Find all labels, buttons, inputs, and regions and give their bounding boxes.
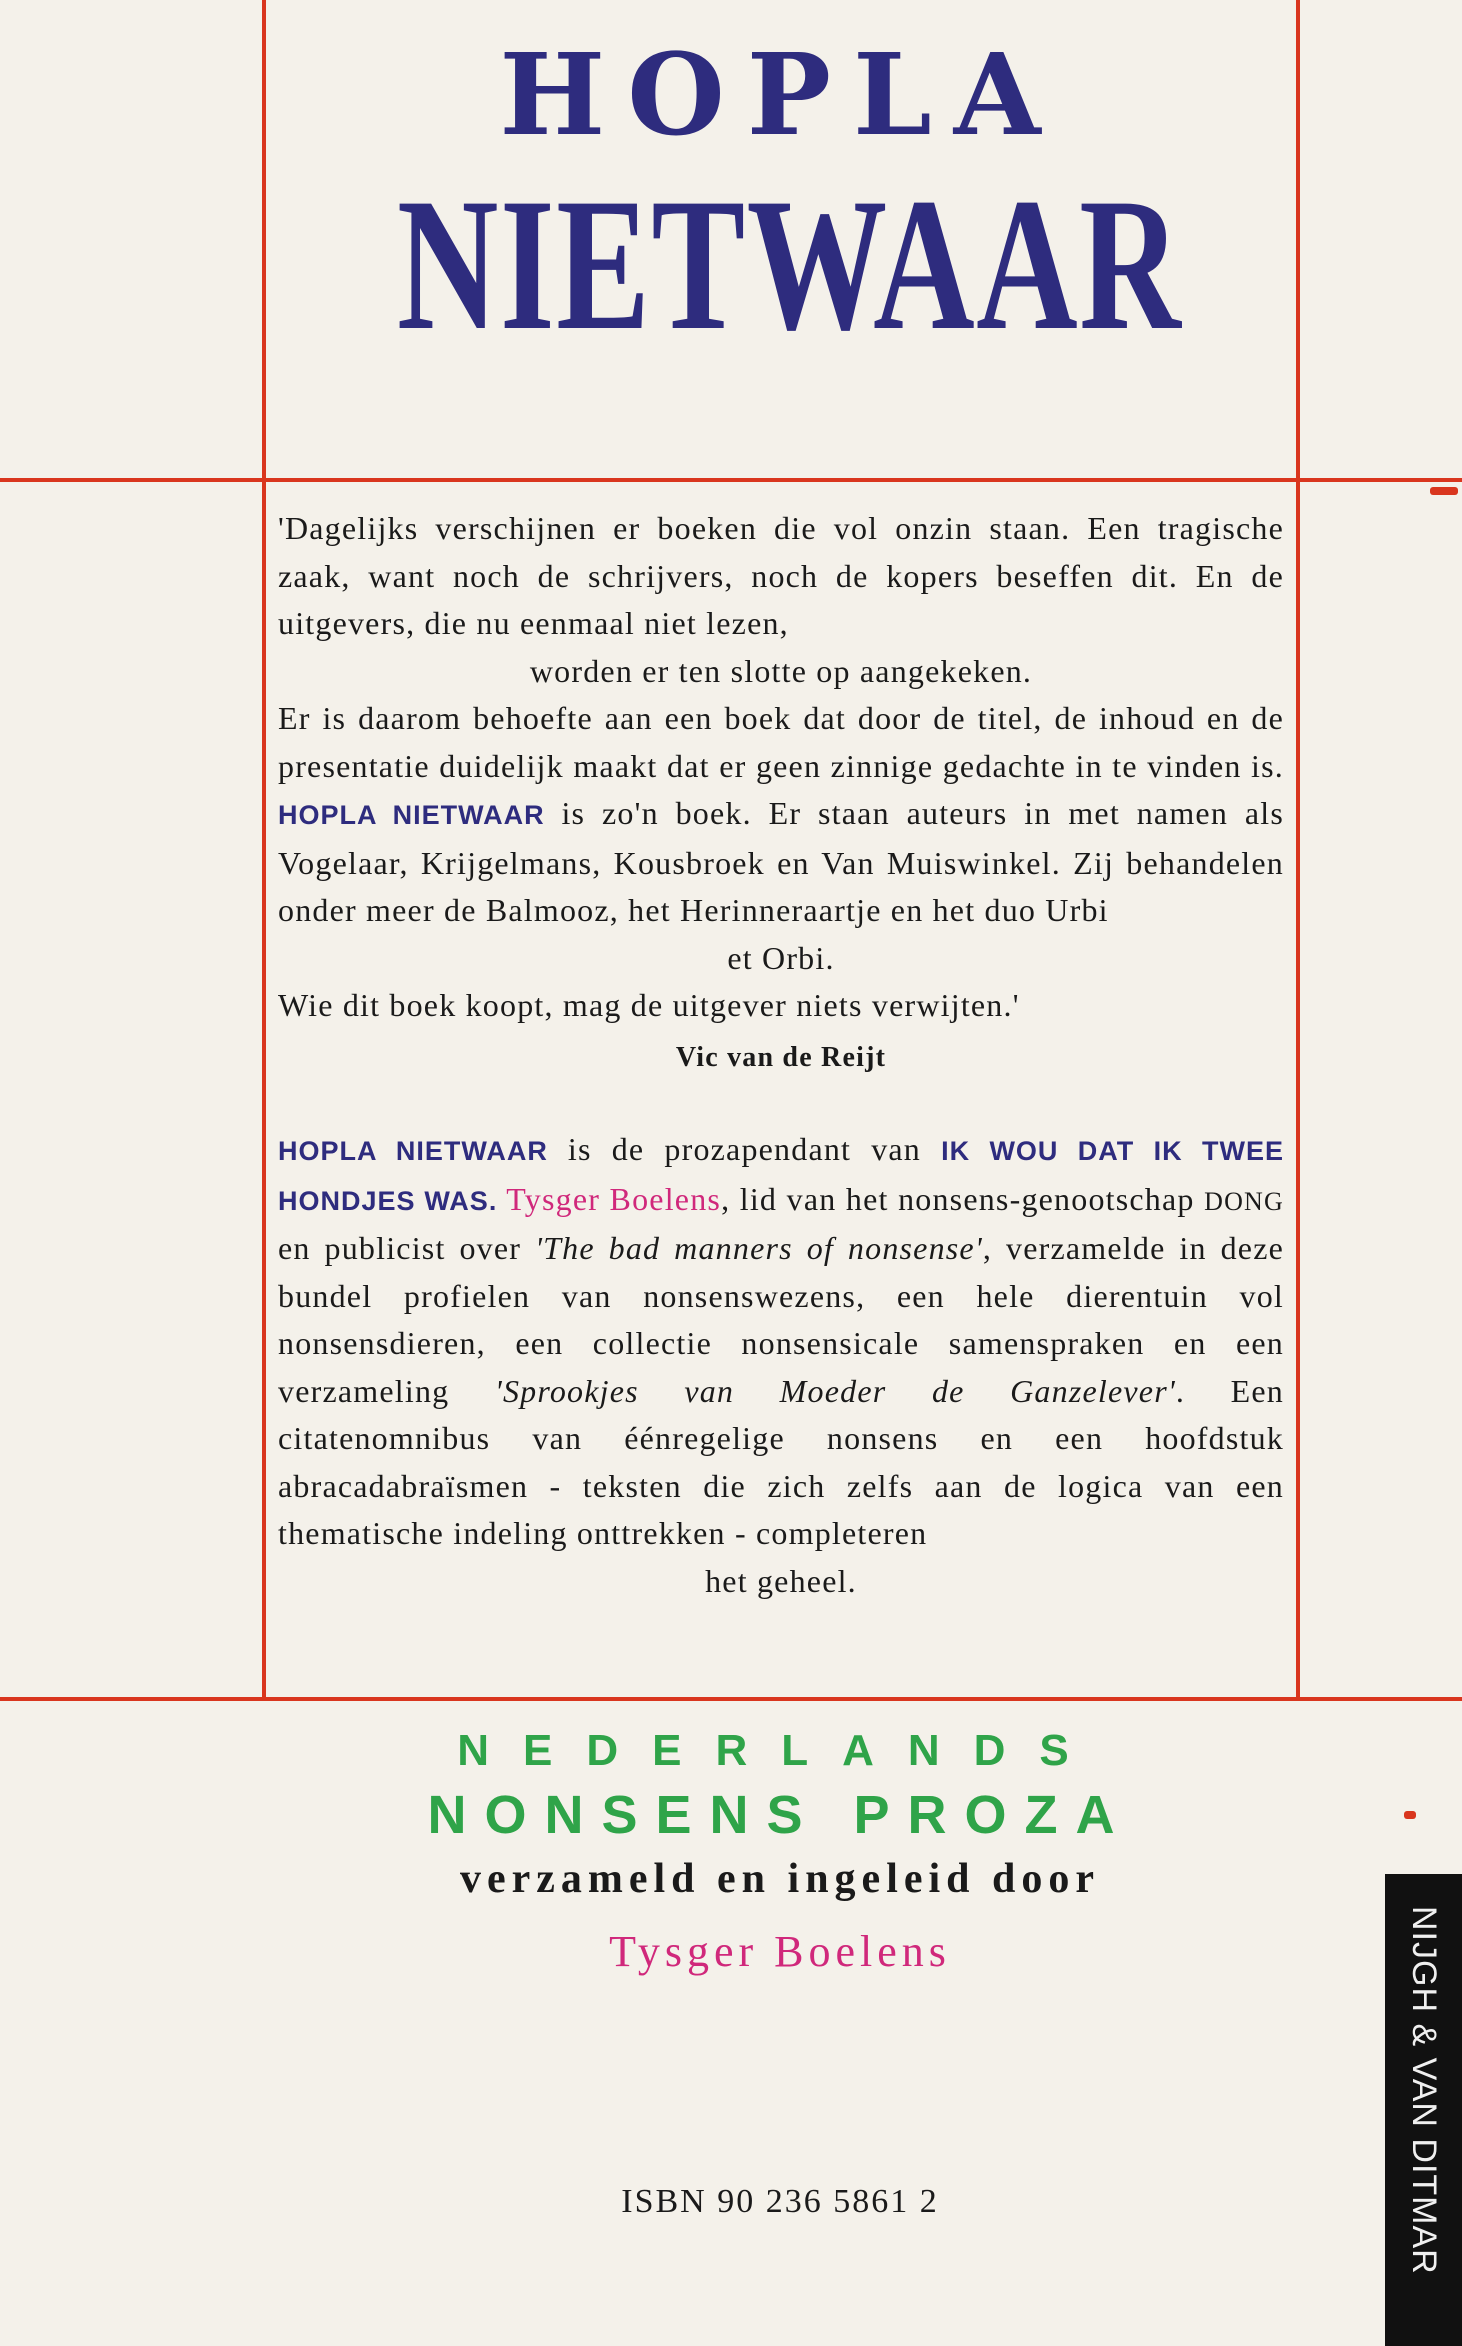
isbn: ISBN 90 236 5861 2: [621, 2183, 939, 2220]
series-line-2: NONSENS PROZA: [427, 1785, 1133, 1845]
red-horizontal-rule-top: [0, 478, 1462, 482]
blurb-text: [278, 505, 1284, 1605]
quote-paragraph-2-end: et Orbi.: [727, 939, 835, 976]
red-edge-mark: [1404, 1811, 1416, 1819]
quote-paragraph-3: Wie dit boek koopt, mag de uitgever niets verwijten.': [278, 987, 1020, 1023]
book-title-inline: HOPLA NIETWAAR: [278, 1136, 548, 1166]
publisher-name: NIJGH & VAN DITMAR: [1405, 1906, 1443, 2275]
quote-paragraph-1-end: worden er ten slotte op aangekeken.: [529, 652, 1033, 689]
related-title-inline: IK WOU DAT IK TWEE HONDJES WAS.: [278, 1136, 1284, 1216]
quote-paragraph-2: Er is daarom behoefte aan een boek dat door de titel, de inhoud en de presentatie duidelijk maakt dat er geen zinnige gedachte in te vinden is. HOPLA NIETWAAR is zo'n boek. Er staan auteurs in met namen als Vogelaar, Krijgelmans, Kousbroek en Van Muiswinkel. Zij behandelen onder meer de Balmooz, het Herinneraartje en het duo Urbi: [278, 700, 1284, 928]
editor-byline: verzameld en ingeleid door: [459, 1856, 1101, 1902]
red-vertical-rule-left: [262, 0, 266, 1700]
red-horizontal-rule-bottom: [0, 1697, 1462, 1701]
editor-name: Tysger Boelens: [609, 1927, 951, 1976]
quote-paragraph-1: 'Dagelijks verschijnen er boeken die vol onzin staan. Een tragische zaak, want noch de schrijvers, noch de kopers beseffen dit. En de uitgevers, die nu eenmaal niet lezen,: [278, 510, 1284, 641]
quote-signature: Vic van de Reijt: [675, 1041, 887, 1073]
description-paragraph: HOPLA NIETWAAR is de prozapendant van IK WOU DAT IK TWEE HONDJES WAS. Tysger Boelens, lid van het nonsens-genootschap DONG en publicist over 'The bad manners of nonsense', verzamelde in deze bundel profielen van nonsenswezens, een hele dierentuin vol nonsensdieren, een collectie nonsensicale samenspraken en een verzameling 'Sprookjes van Moeder de Ganzelever'. Een citatenomnibus van éénregelige nonsens en een hoofdstuk abracadabraïsmen - teksten die zich zelfs aan de logica van een thematische indeling onttrekken - completeren: [278, 1131, 1285, 1551]
red-vertical-rule-right: [1296, 0, 1300, 1700]
series-line-1: NEDERLANDS: [457, 1726, 1103, 1775]
book-title-inline: HOPLA NIETWAAR: [278, 800, 545, 830]
author-name-inline: Tysger Boelens: [506, 1180, 722, 1217]
title-line-2: NIETWAAR: [396, 160, 1183, 370]
red-edge-mark: [1430, 487, 1458, 495]
title-line-1: HOPLA: [499, 30, 1063, 161]
description-end: het geheel.: [705, 1562, 857, 1599]
